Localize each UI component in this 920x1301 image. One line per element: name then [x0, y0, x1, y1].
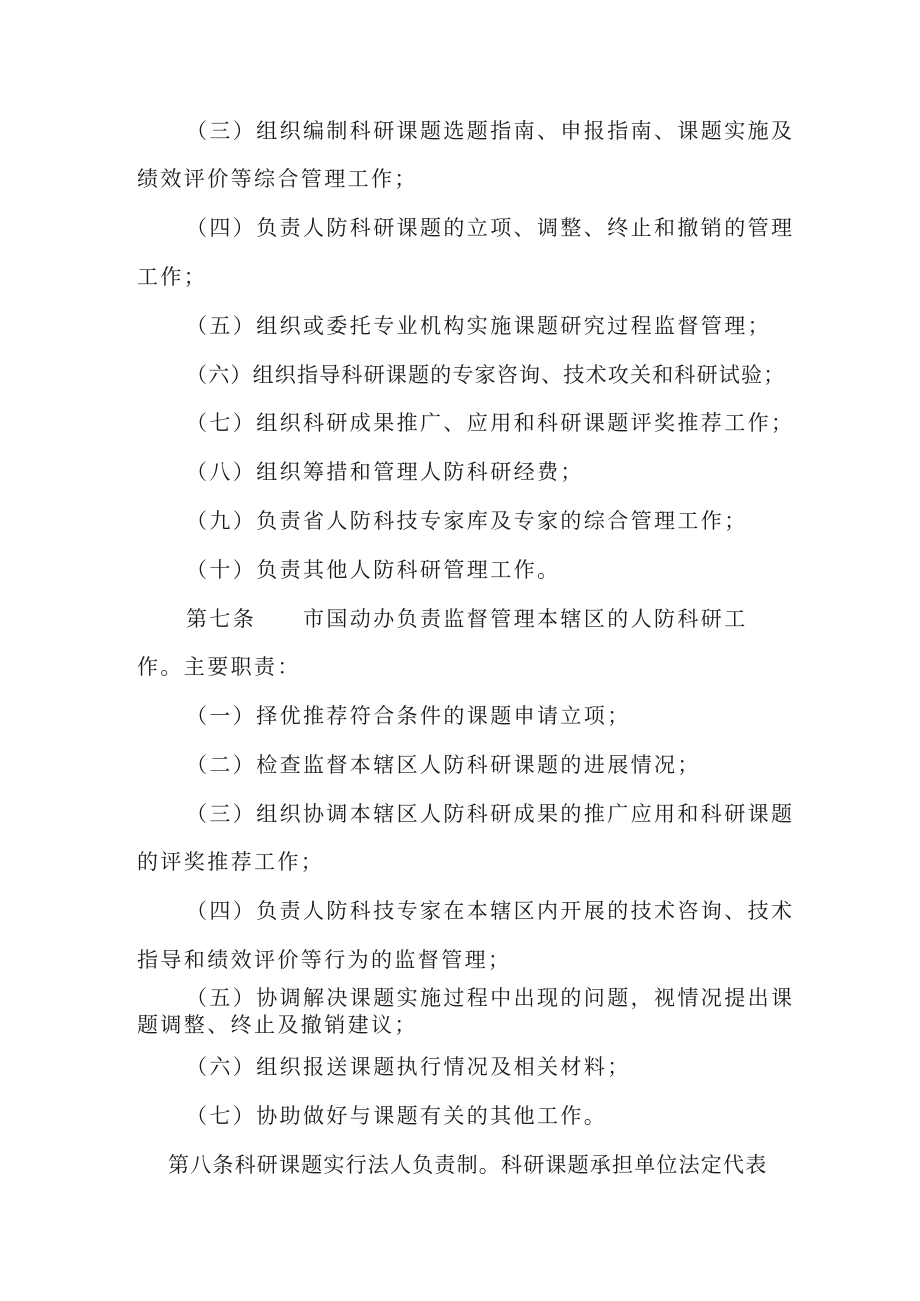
text-line: （三）组织协调本辖区人防科研成果的推广应用和科研课题	[186, 802, 795, 826]
text-line: （六）组织报送课题执行情况及相关材料；	[186, 1055, 631, 1079]
text-line: （五）组织或委托专业机构实施课题研究过程监督管理；	[186, 314, 771, 338]
text-line: （三）组织编制科研课题选题指南、申报指南、课题实施及	[186, 119, 795, 143]
text-line: （二）检查监督本辖区人防科研课题的进展情况；	[186, 753, 701, 777]
text-line: （八）组织筹措和管理人防科研经费；	[186, 460, 584, 484]
text-line: 绩效评价等综合管理工作；	[137, 167, 418, 191]
text-line: （十）负责其他人防科研管理工作。	[186, 558, 561, 582]
text-line: （四）负责人防科技专家在本辖区内开展的技术咨询、技术	[186, 899, 795, 923]
text-line: （七）组织科研成果推广、应用和科研课题评奖推荐工作；	[186, 411, 795, 435]
text-line: （四）负责人防科研课题的立项、调整、终止和撤销的管理	[186, 216, 795, 240]
text-line: （六）组织指导科研课题的专家咨询、技术攻关和科研试验；	[186, 363, 786, 387]
text-line: 工作；	[137, 265, 208, 289]
text-line: 作。主要职责：	[137, 655, 301, 679]
text-line: （九）负责省人防科技专家库及专家的综合管理工作；	[186, 509, 748, 533]
text-line: （七）协助做好与课题有关的其他工作。	[186, 1104, 608, 1128]
article-heading-line: 第八条科研课题实行法人负责制。科研课题承担单位法定代表	[168, 1153, 768, 1177]
text-line: 指导和绩效评价等行为的监督管理；	[137, 948, 512, 972]
text-line: 的评奖推荐工作；	[137, 850, 325, 874]
text-line: （一）择优推荐符合条件的课题申请立项；	[186, 704, 631, 728]
article-heading-line: 第七条 市国动办负责监督管理本辖区的人防科研工	[186, 607, 748, 631]
text-line: （五）协调解决课题实施过程中出现的问题，视情况提出课	[186, 986, 795, 1010]
text-line: 题调整、终止及撤销建议；	[137, 1013, 418, 1037]
